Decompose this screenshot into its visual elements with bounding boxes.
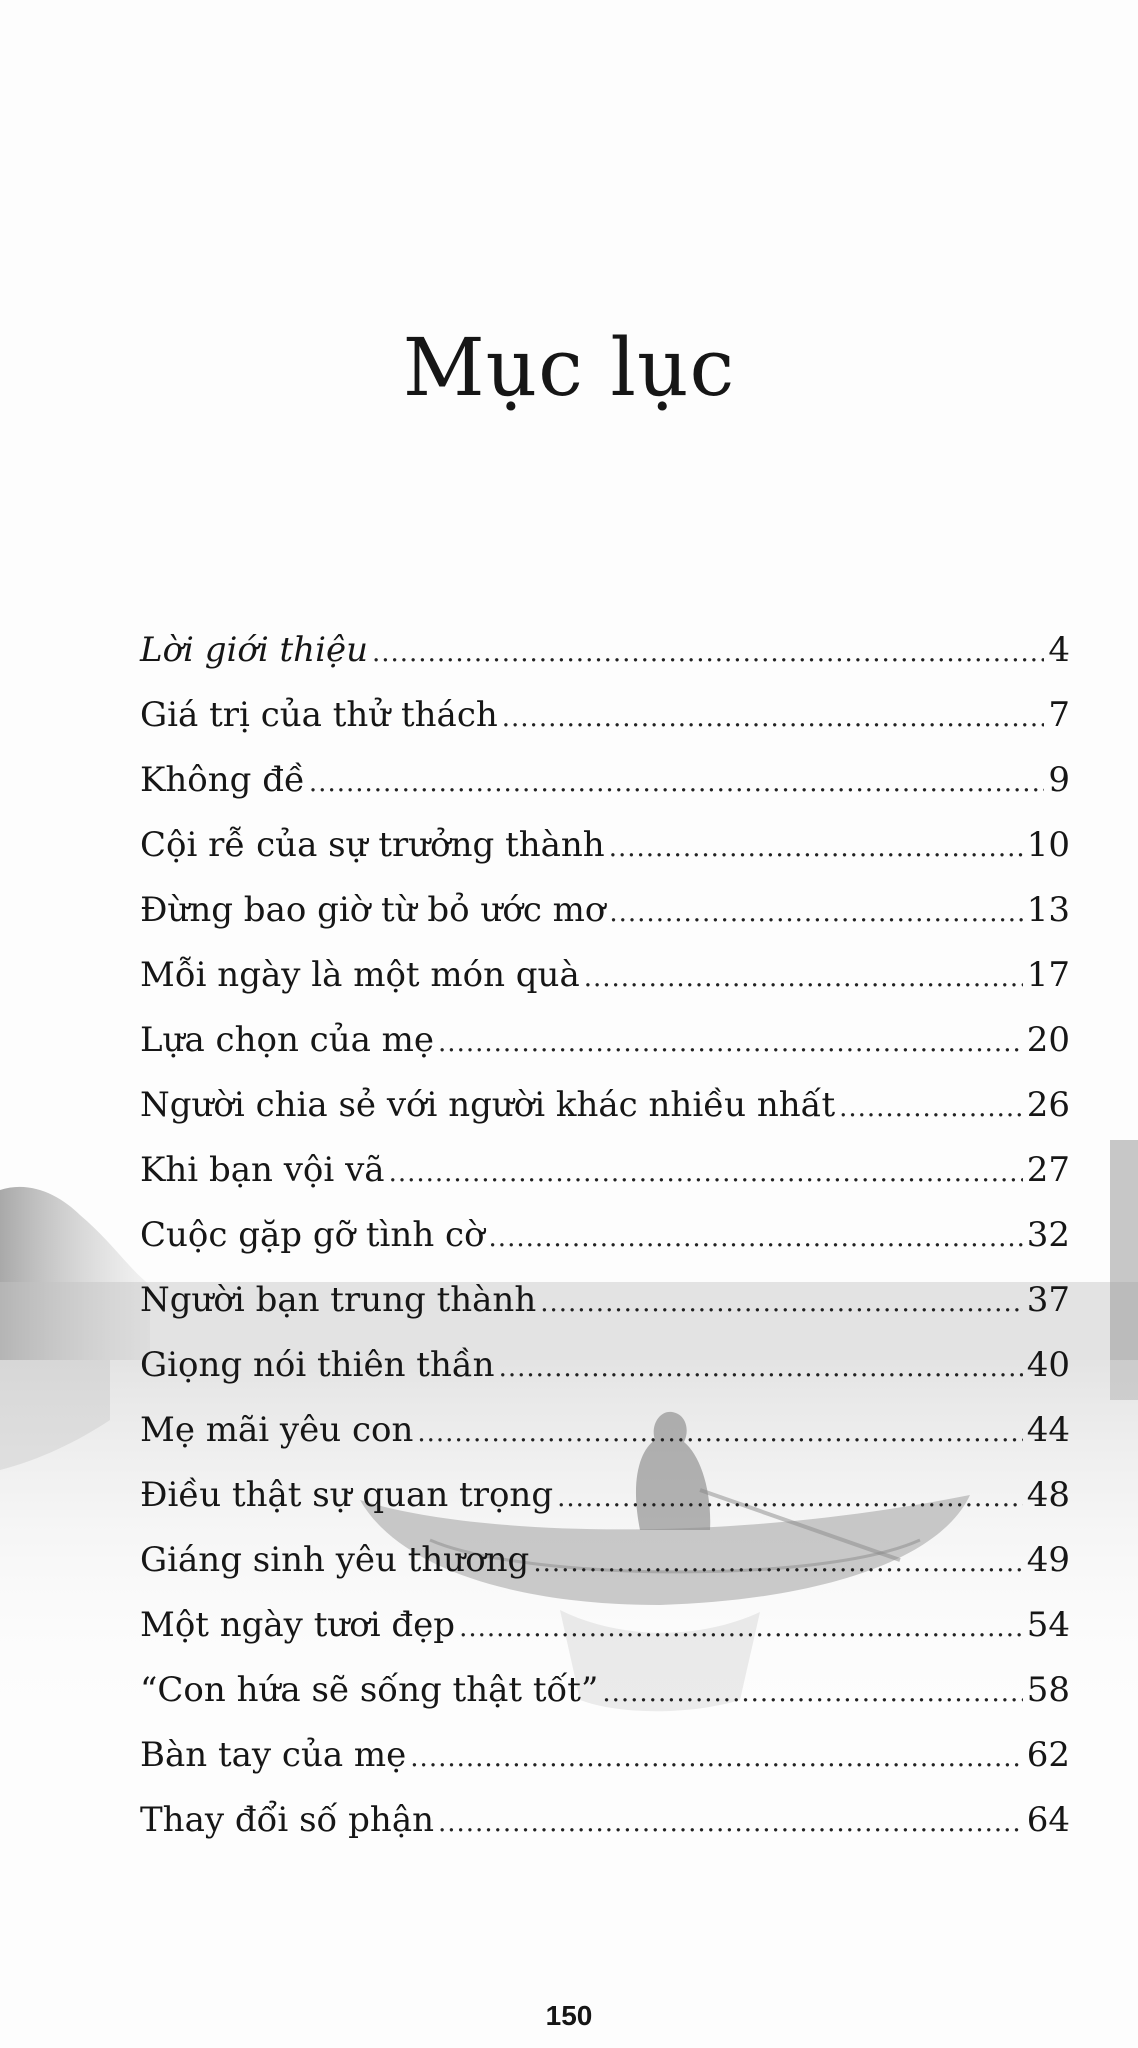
toc-entry-title: Người bạn trung thành [140, 1280, 537, 1320]
toc-entry-title: Lựa chọn của mẹ [140, 1020, 435, 1060]
toc-entry [140, 878, 1070, 943]
toc-entry-page: 13 [1026, 890, 1070, 930]
dot-leader [533, 1531, 1022, 1596]
toc-entry-page: 58 [1026, 1670, 1070, 1710]
dot-leader [489, 1206, 1023, 1271]
dot-leader [839, 1076, 1023, 1141]
toc-entry [140, 1463, 1070, 1528]
dot-leader [309, 751, 1044, 816]
dot-leader [438, 1791, 1023, 1856]
toc-entry-title: “Con hứa sẽ sống thật tốt” [140, 1670, 599, 1710]
page-title: Mục lục [402, 321, 736, 414]
toc-entry-page: 20 [1026, 1020, 1070, 1060]
toc-entry [140, 618, 1070, 683]
dot-leader [609, 816, 1023, 881]
toc-entry-page: 4 [1048, 630, 1070, 670]
toc-entry-title: Lời giới thiệu [140, 630, 368, 670]
toc-entry-page: 10 [1026, 825, 1070, 865]
dot-leader [602, 1661, 1022, 1726]
dot-leader [438, 1011, 1023, 1076]
toc-entry [140, 1593, 1070, 1658]
toc-entry [140, 1203, 1070, 1268]
dot-leader [459, 1596, 1023, 1661]
toc-entry [140, 1398, 1070, 1463]
toc-entry [140, 683, 1070, 748]
toc-entry-title: Một ngày tươi đẹp [140, 1605, 456, 1645]
dot-leader [609, 881, 1022, 946]
toc-entry-page: 54 [1026, 1605, 1070, 1645]
toc-entry [140, 1658, 1070, 1723]
toc-entry [140, 1008, 1070, 1073]
toc-entry-title: Mẹ mãi yêu con [140, 1410, 414, 1450]
toc-entry-page: 62 [1026, 1735, 1070, 1775]
toc-entry-title: Giá trị của thử thách [140, 695, 498, 735]
toc-entry-page: 32 [1026, 1215, 1070, 1255]
toc-entry-page: 40 [1026, 1345, 1070, 1385]
page-number: 150 [545, 2000, 593, 2031]
toc-entry-title: Đừng bao giờ từ bỏ ước mơ [140, 890, 606, 930]
toc-entry-title: Giáng sinh yêu thương [140, 1540, 530, 1580]
toc-entry-title: Bàn tay của mẹ [140, 1735, 407, 1775]
dot-leader [540, 1271, 1023, 1336]
toc-entry-title: Người chia sẻ với người khác nhiều nhất [140, 1085, 836, 1125]
toc-entry-title: Không đề [140, 760, 305, 800]
toc-entry-title: Khi bạn vội vã [140, 1150, 385, 1190]
toc-entry [140, 1268, 1070, 1333]
toc-entry-title: Thay đổi số phận [140, 1800, 434, 1840]
toc-entry-page: 64 [1026, 1800, 1070, 1840]
toc-entry-page: 17 [1026, 955, 1070, 995]
toc-entry [140, 813, 1070, 878]
toc-entry [140, 1723, 1070, 1788]
toc-entry [140, 748, 1070, 813]
toc-entry-title: Giọng nói thiên thần [140, 1345, 495, 1385]
table-of-contents [140, 618, 1070, 1853]
dot-leader [372, 621, 1044, 686]
dot-leader [502, 686, 1045, 751]
toc-entry-page: 27 [1026, 1150, 1070, 1190]
toc-entry-page: 44 [1026, 1410, 1070, 1450]
dot-leader [410, 1726, 1022, 1791]
toc-entry-title: Cuộc gặp gỡ tình cờ [140, 1215, 485, 1255]
toc-entry-title: Cội rễ của sự trưởng thành [140, 825, 605, 865]
dot-leader [584, 946, 1023, 1011]
toc-entry [140, 1333, 1070, 1398]
toc-entry-page: 7 [1048, 695, 1070, 735]
dot-leader [557, 1466, 1023, 1531]
toc-entry [140, 1528, 1070, 1593]
toc-entry-title: Điều thật sự quan trọng [140, 1475, 554, 1515]
toc-entry [140, 1138, 1070, 1203]
dot-leader [499, 1336, 1023, 1401]
toc-entry-title: Mỗi ngày là một món quà [140, 955, 580, 995]
toc-entry [140, 1073, 1070, 1138]
toc-entry [140, 1788, 1070, 1853]
toc-entry [140, 943, 1070, 1008]
dot-leader [389, 1141, 1023, 1206]
toc-entry-page: 37 [1026, 1280, 1070, 1320]
dot-leader [417, 1401, 1022, 1466]
toc-entry-page: 26 [1026, 1085, 1070, 1125]
toc-entry-page: 9 [1048, 760, 1070, 800]
toc-entry-page: 49 [1026, 1540, 1070, 1580]
toc-entry-page: 48 [1026, 1475, 1070, 1515]
